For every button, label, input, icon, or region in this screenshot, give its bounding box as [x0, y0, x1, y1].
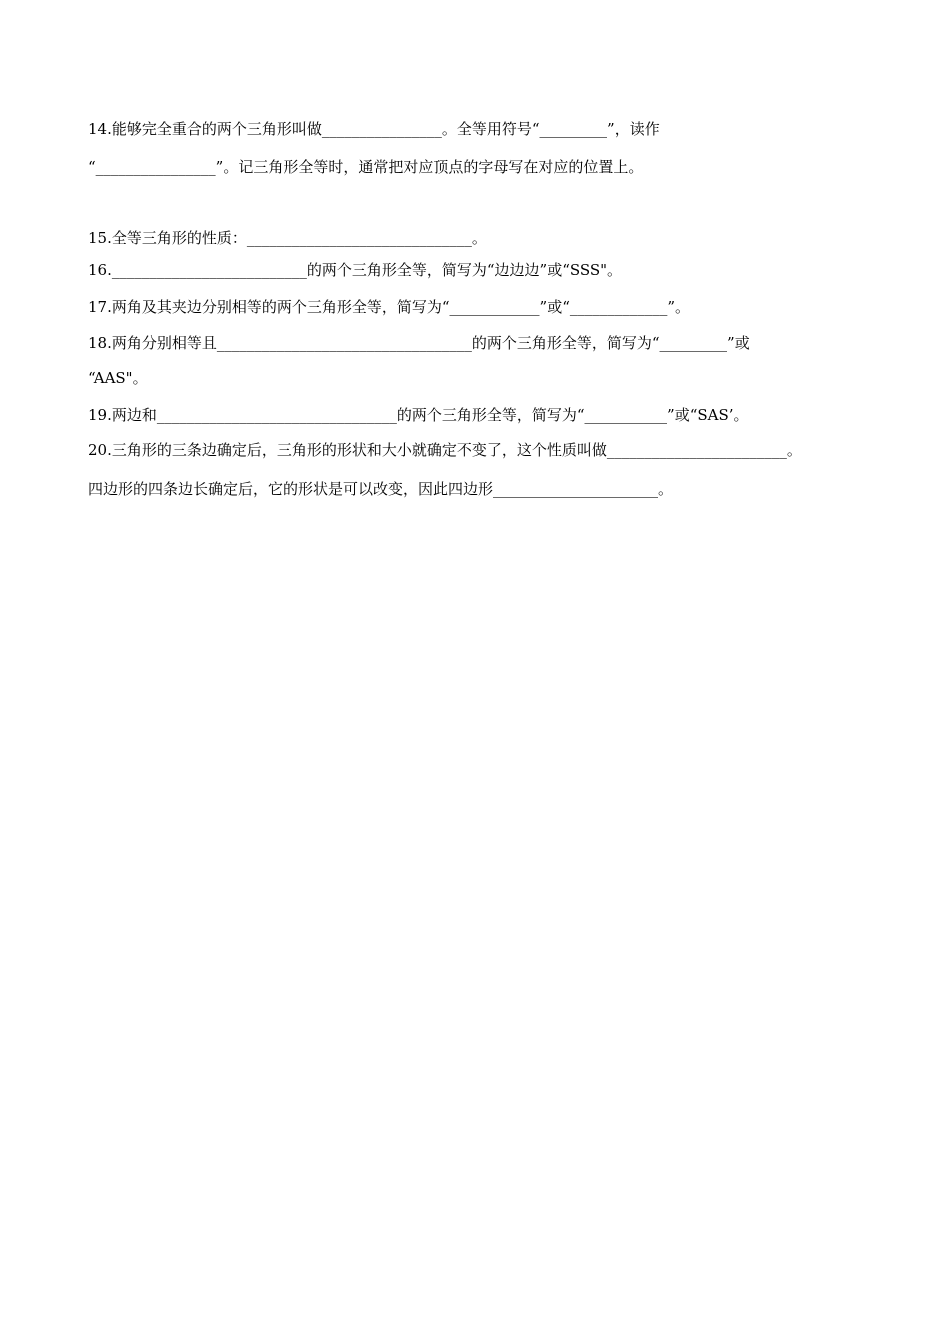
question-15: 15.全等三角形的性质：______________________________。 — [88, 229, 487, 247]
question-20-line-1: 20.三角形的三条边确定后，三角形的形状和大小就确定不变了，这个性质叫做________________________。 — [88, 441, 802, 459]
question-20-line-2: 四边形的四条边长确定后，它的形状是可以改变，因此四边形______________________。 — [88, 480, 674, 498]
question-16: 16.__________________________的两个三角形全等，简写为“边边边”或“SSS"。 — [88, 261, 623, 279]
question-14-line-1: 14.能够完全重合的两个三角形叫做________________。全等用符号“_________”，读作 — [88, 120, 660, 138]
question-17: 17.两角及其夹边分别相等的两个三角形全等，简写为“____________”或“_____________”。 — [88, 298, 691, 316]
question-19: 19.两边和________________________________的两个三角形全等，简写为“___________”或“SAS’。 — [88, 406, 749, 424]
question-18-line-2: “AAS"。 — [88, 369, 148, 387]
question-18-line-1: 18.两角分别相等且__________________________________的两个三角形全等，简写为“_________”或 — [88, 334, 750, 352]
question-14-line-2: “________________”。记三角形全等时，通常把对应顶点的字母写在对应的位置上。 — [88, 158, 644, 176]
